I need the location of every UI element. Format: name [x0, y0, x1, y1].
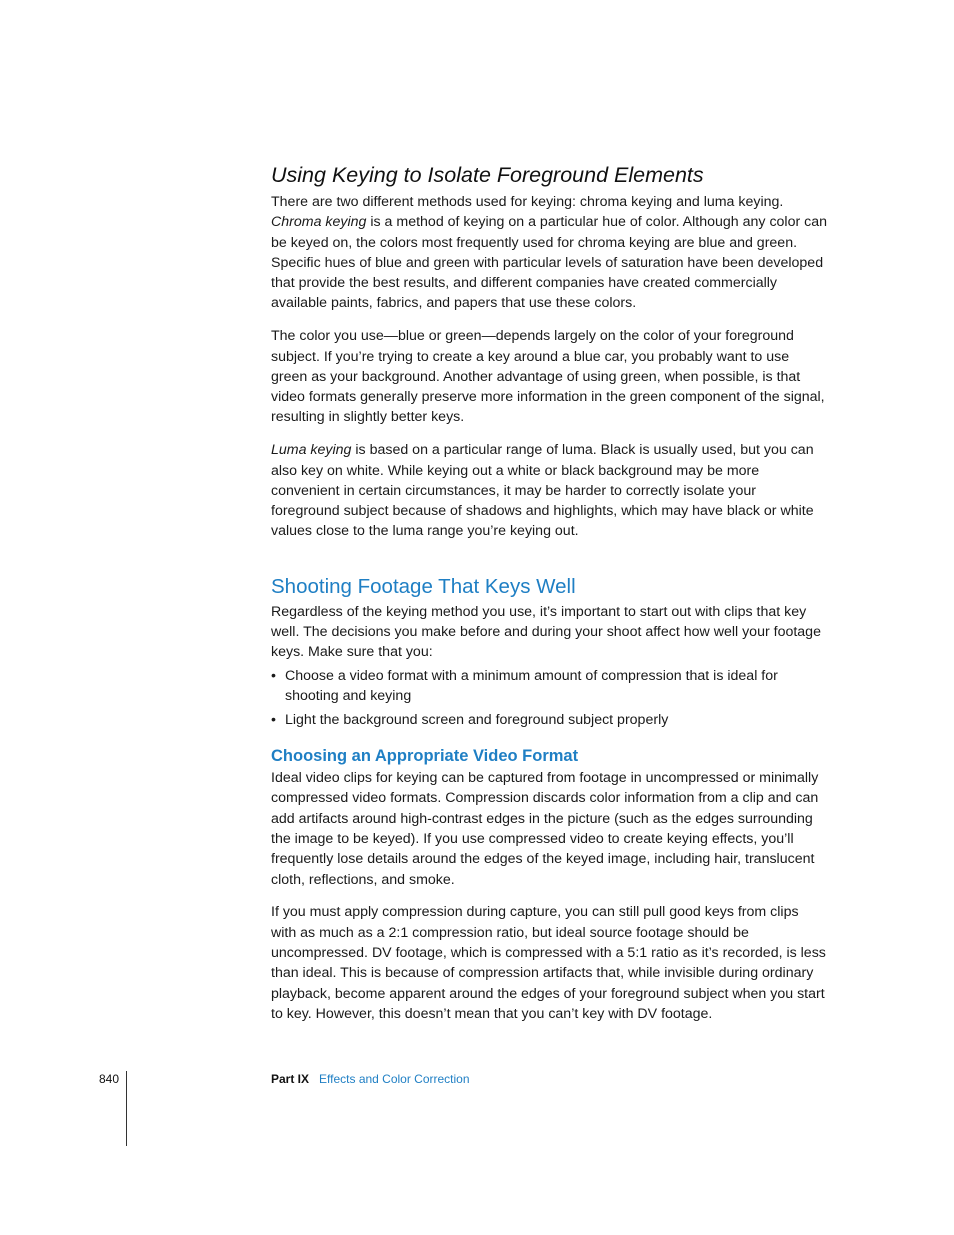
- paragraph: If you must apply compression during capture, you can still pull good keys from clips with as much as a 2:1 compression ratio, but ideal source footage should be uncompressed. DV footage, which is compressed with a 5:1 ratio as it’s recorded, is less than ideal. This is because of compression artifacts that, while invisible during ordinary playback, become apparent around the edges of your foreground subject when you start to key. However, this doesn’t mean that you can’t key with DV footage.: [271, 904, 826, 1022]
- paragraph: Luma keying is based on a particular range of luma. Black is usually used, but you can also key on white. While keying out a white or black background may be more convenient in certain circumstances, it may be harder to correctly isolate your foreground subject because of shadows and highlights, which may have black or white values close to the luma range you’re keying out.: [271, 442, 814, 540]
- paragraph: Regardless of the keying method you use, it’s important to start out with clips that key well. The decisions you make before and during your shoot affect how well your footage keys. Make sure that you:: [271, 603, 821, 661]
- paragraph: There are two different methods used for keying: chroma keying and luma keying. Chroma keying is a method of keying on a particular hue of color. Although any color can be keyed on, the colors most frequently used for chroma keying are blue and green. Specific hues of blue and green with particular levels of saturation have been developed that provide the best results, and different companies have created commercially available paints, fabrics, and papers that use these colors.: [271, 194, 828, 312]
- section-heading-keying: Using Keying to Isolate Foreground Elements: [271, 163, 704, 187]
- bullet-icon: •: [271, 667, 276, 684]
- bullet-list: [271, 666, 827, 730]
- term-chroma-keying: Chroma keying: [271, 214, 367, 231]
- footer-section-title: Effects and Color Correction: [319, 1072, 470, 1086]
- section-heading-shooting-footage: Shooting Footage That Keys Well: [271, 574, 576, 598]
- term-luma-keying: Luma keying: [271, 442, 352, 459]
- paragraph: Ideal video clips for keying can be captured from footage in uncompressed or minimally compressed video formats. Compression discards color information from a clip and can add artifacts around high-contrast edges in the picture (such as the edges surrounding the image to be keyed). If you use compressed video to create keying effects, you’ll frequently lose details around the edges of the keyed image, including hair, translucent cloth, reflections, and smoke.: [271, 770, 819, 888]
- list-item: • Choose a video format with a minimum amount of compression that is ideal for shooting and keying: [271, 667, 778, 704]
- list-item: • Light the background screen and foreground subject properly: [271, 710, 827, 730]
- bullet-icon: •: [271, 711, 276, 728]
- part-label: Part IX: [271, 1072, 310, 1086]
- page-number: 840: [99, 1072, 120, 1086]
- subsection-heading-video-format: Choosing an Appropriate Video Format: [271, 747, 579, 766]
- footer-part-label: [271, 1072, 470, 1086]
- page-content: [271, 158, 827, 1024]
- paragraph: The color you use—blue or green—depends largely on the color of your foreground subject. If you’re trying to create a key around a blue car, you probably want to use green as your background. Another advantage of using green, when possible, is that video formats generally preserve more information in the green component of the signal, resulting in slightly better keys.: [271, 328, 825, 426]
- footer-divider: [126, 1071, 127, 1146]
